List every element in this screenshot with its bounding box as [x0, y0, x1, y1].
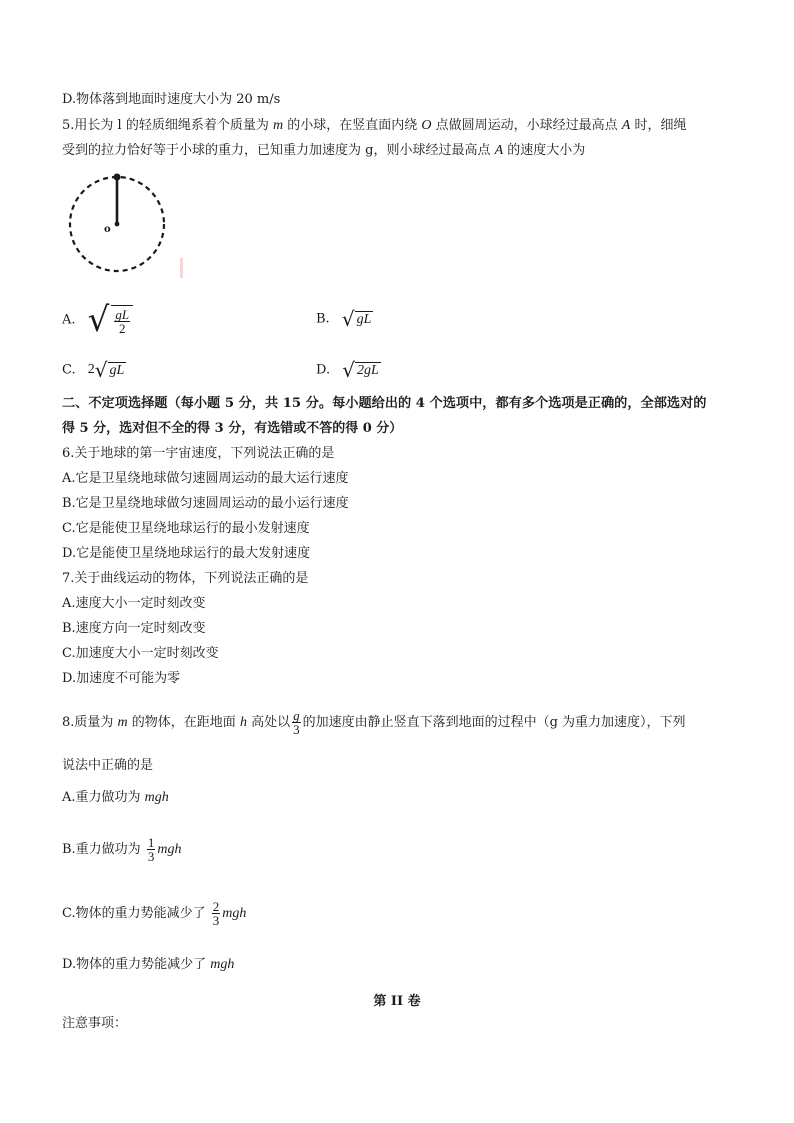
option-fraction: [147, 836, 156, 863]
center-point: [115, 222, 120, 227]
option-letter: D.: [316, 362, 331, 378]
q5-text: 5.用长为 l 的轻质细绳系着个质量为: [62, 118, 273, 133]
q8-text: 8.质量为: [62, 715, 118, 730]
q8-var-m: m: [117, 715, 128, 730]
q5-var-a: A: [621, 118, 631, 133]
radicand: 2gL: [356, 362, 379, 378]
q8-text: 高处以: [246, 715, 291, 730]
sqrt-expression: [87, 300, 135, 340]
q5-stem-line1: [62, 117, 686, 135]
option-letter: B.: [316, 311, 330, 327]
fraction-numerator: 2: [212, 899, 220, 914]
coefficient: 2: [87, 362, 95, 377]
q5-var-a: A: [494, 143, 504, 158]
q6-option-a: A.它是卫星绕地球做匀速圆周运动的最大运行速度: [62, 471, 349, 486]
sqrt-expression: [342, 309, 374, 329]
q5-text: 的小球，在竖直面内绕: [283, 118, 422, 133]
radical-icon: √: [341, 307, 355, 331]
fraction: [111, 305, 133, 335]
q5-circle-figure: [64, 170, 188, 280]
option-text: D.物体的重力势能减少了: [62, 957, 211, 972]
q8-var-h: h: [239, 715, 247, 730]
sqrt-expression: [342, 360, 381, 380]
fraction-numerator: g: [293, 708, 300, 723]
q7-stem: 7.关于曲线运动的物体，下列说法正确的是: [62, 571, 309, 586]
option-expr: mgh: [157, 842, 182, 857]
ball-at-top: [114, 174, 121, 181]
q5-text: 时，细绳: [630, 118, 687, 133]
fraction-denominator: 2: [118, 321, 126, 336]
radical-icon: √: [342, 358, 355, 382]
fraction-numerator: gL: [115, 307, 130, 322]
q4-option-d: D.物体落到地面时速度大小为 20 m/s: [62, 92, 281, 107]
q5-option-a: [62, 300, 135, 340]
q7-option-b: B.速度方向一定时刻改变: [62, 621, 206, 636]
q8-option-c: [62, 896, 246, 932]
radical-icon: √: [87, 300, 110, 340]
section2-title-line1: 二、不定项选择题（每小题 5 分，共 15 分。每小题给出的 4 个选项中，都有多个选项是正确的，全部选对的: [62, 396, 707, 411]
part2-notes-heading: 注意事项：: [62, 1016, 128, 1031]
q5-var-m: m: [272, 118, 284, 133]
radicand: gL: [109, 362, 125, 378]
center-label: o: [104, 224, 111, 235]
radicand: gL: [356, 311, 372, 327]
option-text: C.物体的重力势能减少了: [62, 906, 210, 921]
sqrt-expression: [88, 360, 127, 380]
q8-stem-line2: 说法中正确的是: [62, 758, 154, 773]
q6-stem: 6.关于地球的第一宇宙速度，下列说法正确的是: [62, 446, 335, 461]
option-expr: mgh: [222, 906, 247, 921]
part2-title: 第 II 卷: [373, 994, 421, 1009]
q8-option-a: [62, 789, 169, 807]
section2-title-line2: 得 5 分，选对但不全的得 3 分，有选错或不答的得 0 分）: [62, 421, 403, 436]
option-expr: mgh: [144, 790, 169, 805]
fraction-denominator: 3: [147, 849, 155, 864]
q7-option-a: A.速度大小一定时刻改变: [62, 596, 206, 611]
option-text: A.重力做功为: [62, 790, 145, 805]
q8-text: 的物体，在距地面: [127, 715, 240, 730]
q8-option-b: [62, 832, 181, 868]
option-fraction: [212, 900, 221, 927]
fraction-denominator: 3: [212, 913, 220, 928]
q5-text: 受到的拉力恰好等于小球的重力，已知重力加速度为 g，则小球经过最高点: [62, 143, 495, 158]
q8-option-d: [62, 956, 234, 974]
option-expr: mgh: [210, 957, 235, 972]
q6-option-b: B.它是卫星绕地球做匀速圆周运动的最小运行速度: [62, 496, 349, 511]
fraction-denominator: 3: [293, 722, 300, 737]
q7-option-c: C.加速度大小一定时刻改变: [62, 646, 219, 661]
q8-fraction: [292, 709, 301, 736]
scan-mark: [180, 258, 183, 278]
option-letter: C.: [62, 362, 76, 378]
q6-option-d: D.它是能使卫星绕地球运行的最大发射速度: [62, 546, 311, 561]
q8-stem-line1: [62, 705, 686, 741]
q5-option-c: [62, 360, 126, 380]
radical-icon: √: [94, 358, 108, 382]
fraction-numerator: 1: [147, 835, 155, 850]
q5-text: 点做圆周运动，小球经过最高点: [431, 118, 622, 133]
q5-var-o: O: [421, 118, 432, 133]
q8-text: 的加速度由静止竖直下落到地面的过程中（g 为重力加速度），下列: [302, 715, 686, 730]
q5-text: 的速度大小为: [503, 143, 586, 158]
q6-option-c: C.它是能使卫星绕地球运行的最小发射速度: [62, 521, 310, 536]
q5-option-d: [316, 360, 381, 380]
option-text: B.重力做功为: [62, 842, 145, 857]
q5-stem-line2: [62, 142, 585, 160]
q5-option-b: [316, 309, 373, 329]
option-letter: A.: [62, 312, 76, 328]
q7-option-d: D.加速度不可能为零: [62, 671, 181, 686]
